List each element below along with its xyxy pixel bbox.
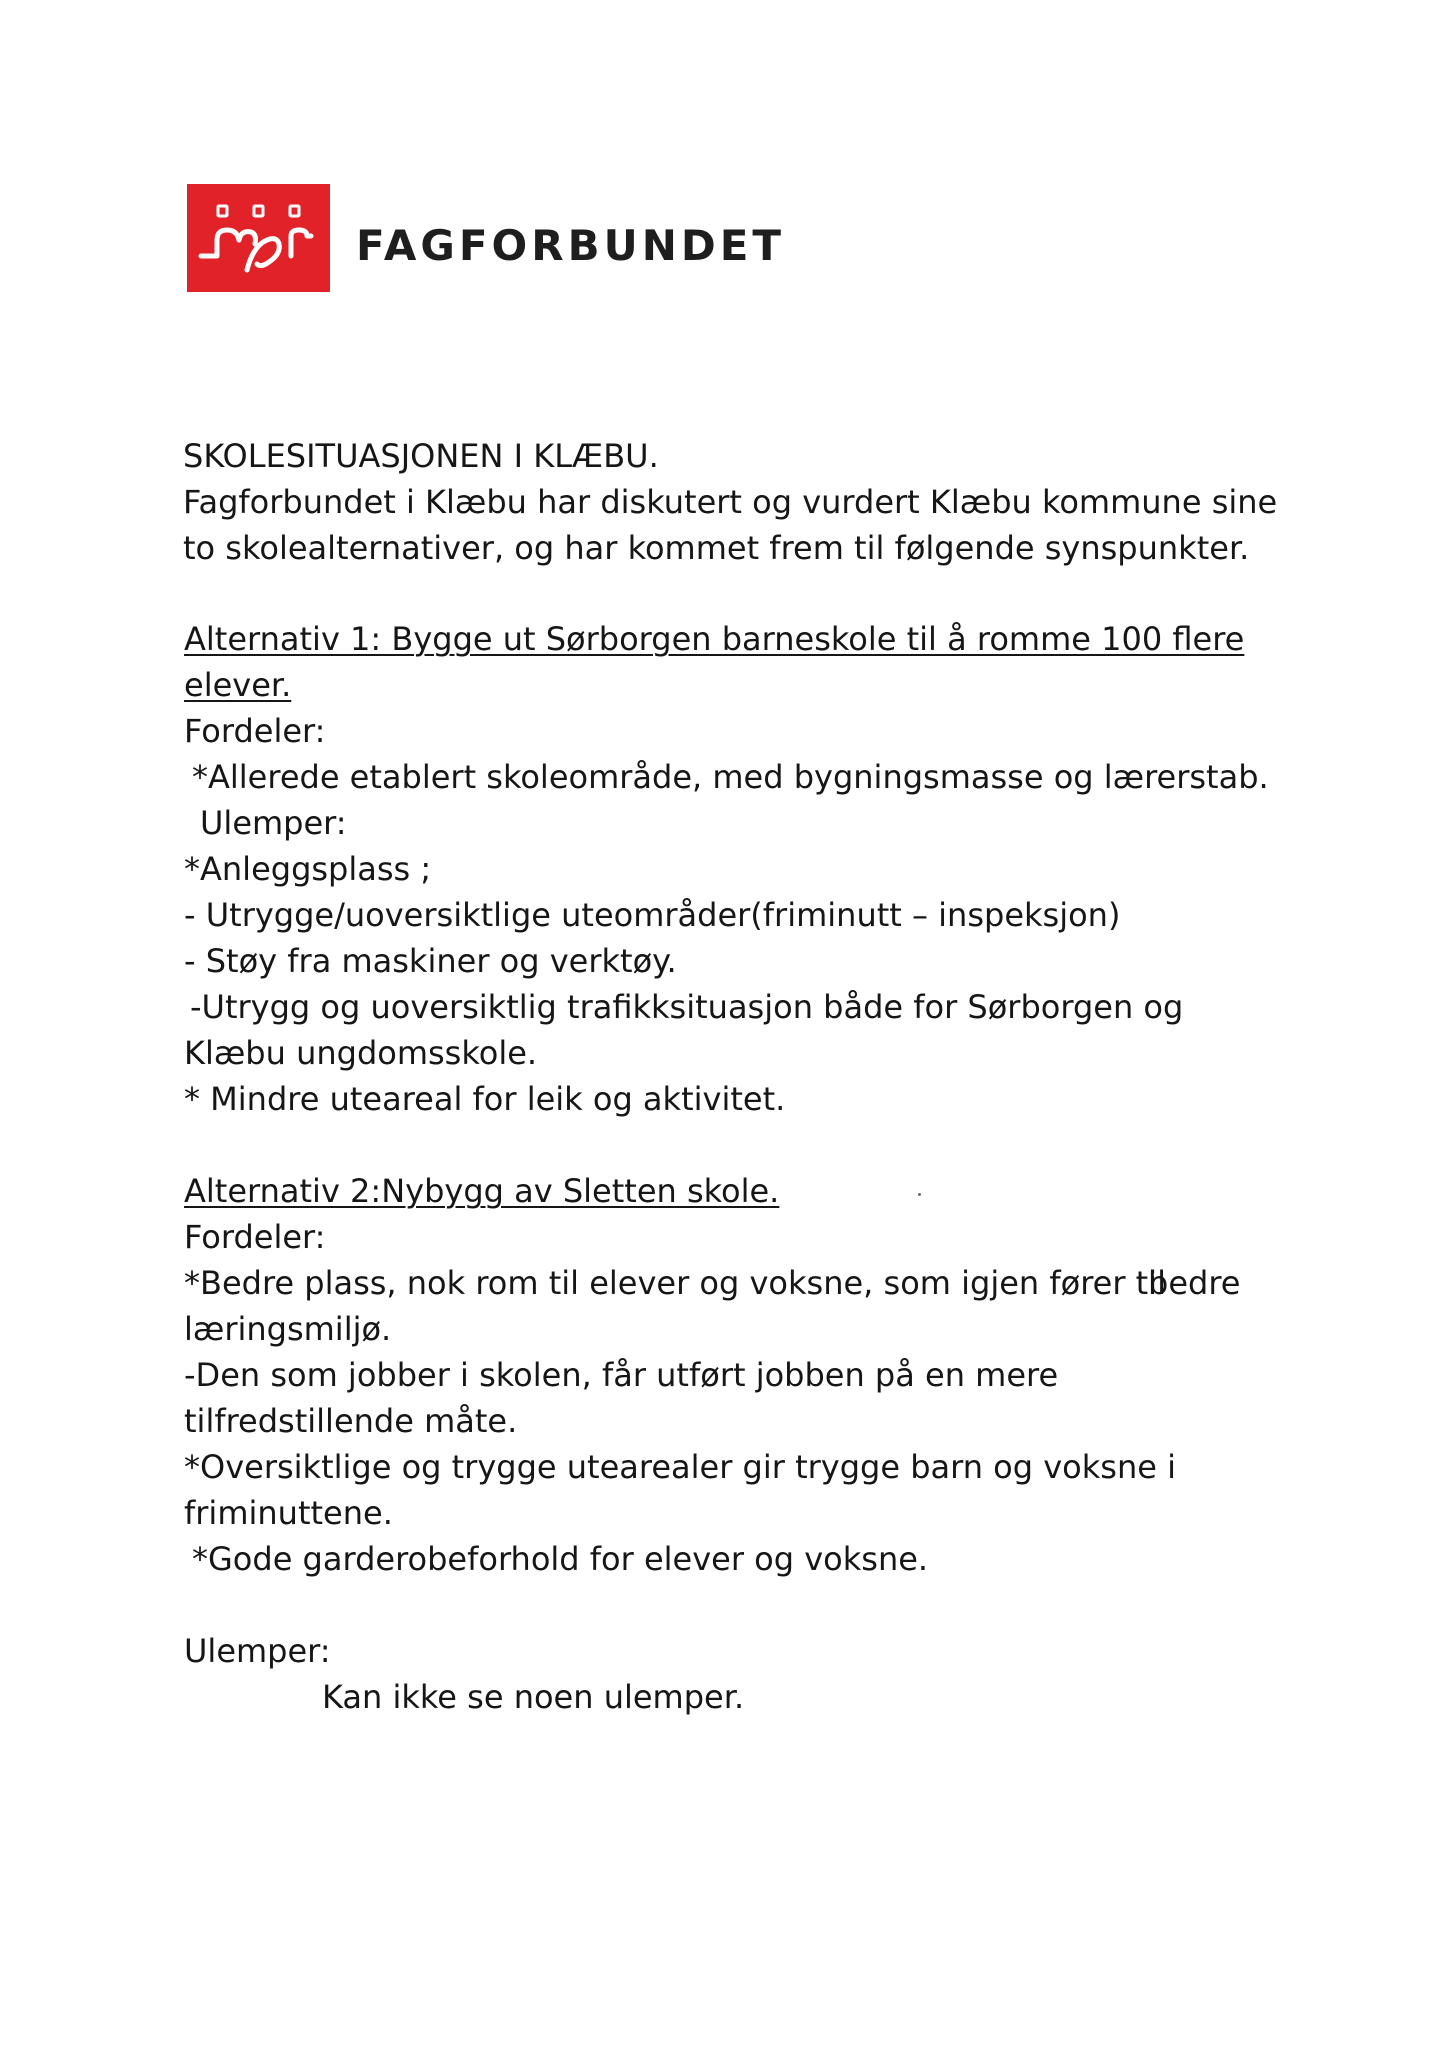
alt2-fordeler-item: læringsmiljø. <box>184 1310 392 1348</box>
alt1-ulemper-item: Klæbu ungdomsskole. <box>184 1034 538 1072</box>
alt2-fordeler-item: *Oversiktlige og trygge utearealer gir trygge barn og voksne i <box>184 1448 1176 1486</box>
org-name: FAGFORBUNDET <box>356 221 786 270</box>
alt1-ulemper-item: * Mindre uteareal for leik og aktivitet. <box>184 1080 786 1118</box>
alt1-ulemper-item: -Utrygg og uoversiktlig trafikksituasjon både for Sørborgen og <box>190 988 1184 1026</box>
scan-speck <box>918 1193 921 1196</box>
alt1-ulemper-item: *Anleggsplass ; <box>184 850 432 888</box>
alt1-ulemper-item: - Støy fra maskiner og verktøy. <box>184 942 677 980</box>
alt2-fordeler-item: tilfredstillende måte. <box>184 1402 518 1440</box>
alt2-ulemper-label: Ulemper: <box>184 1632 331 1670</box>
alt2-fordeler-item: friminuttene. <box>184 1494 393 1532</box>
alt1-ulemper-item: - Utrygge/uoversiktlige uteområder(friminutt – inspeksjon) <box>184 896 1121 934</box>
alt2-fordeler-item: bedre <box>1148 1264 1241 1302</box>
fagforbundet-logo-icon <box>187 184 330 292</box>
alt1-fordeler-label: Fordeler: <box>184 712 326 750</box>
intro-line-2: to skolealternativer, og har kommet frem til følgende synspunkter. <box>183 529 1250 567</box>
intro-line-1: Fagforbundet i Klæbu har diskutert og vurdert Klæbu kommune sine <box>183 483 1278 521</box>
alt1-fordeler-item: *Allerede etablert skoleområde, med bygningsmasse og lærerstab. <box>192 758 1269 796</box>
alt2-fordeler-label: Fordeler: <box>184 1218 326 1256</box>
alt1-heading-line-1: Alternativ 1: Bygge ut Sørborgen barneskole til å romme 100 flere <box>184 620 1245 658</box>
alt2-heading: Alternativ 2:Nybygg av Sletten skole. <box>184 1172 780 1210</box>
alt2-fordeler-item: -Den som jobber i skolen, får utført jobben på en mere <box>184 1356 1059 1394</box>
alt2-fordeler-item: *Bedre plass, nok rom til elever og voksne, som igjen fører til <box>184 1264 1166 1302</box>
alt1-heading-line-2: elever. <box>184 666 292 704</box>
alt2-fordeler-item: *Gode garderobeforhold for elever og voksne. <box>192 1540 929 1578</box>
alt2-ulemper-item: Kan ikke se noen ulemper. <box>322 1678 745 1716</box>
alt1-ulemper-label: Ulemper: <box>200 804 347 842</box>
document-title: SKOLESITUASJONEN I KLÆBU. <box>183 437 659 475</box>
